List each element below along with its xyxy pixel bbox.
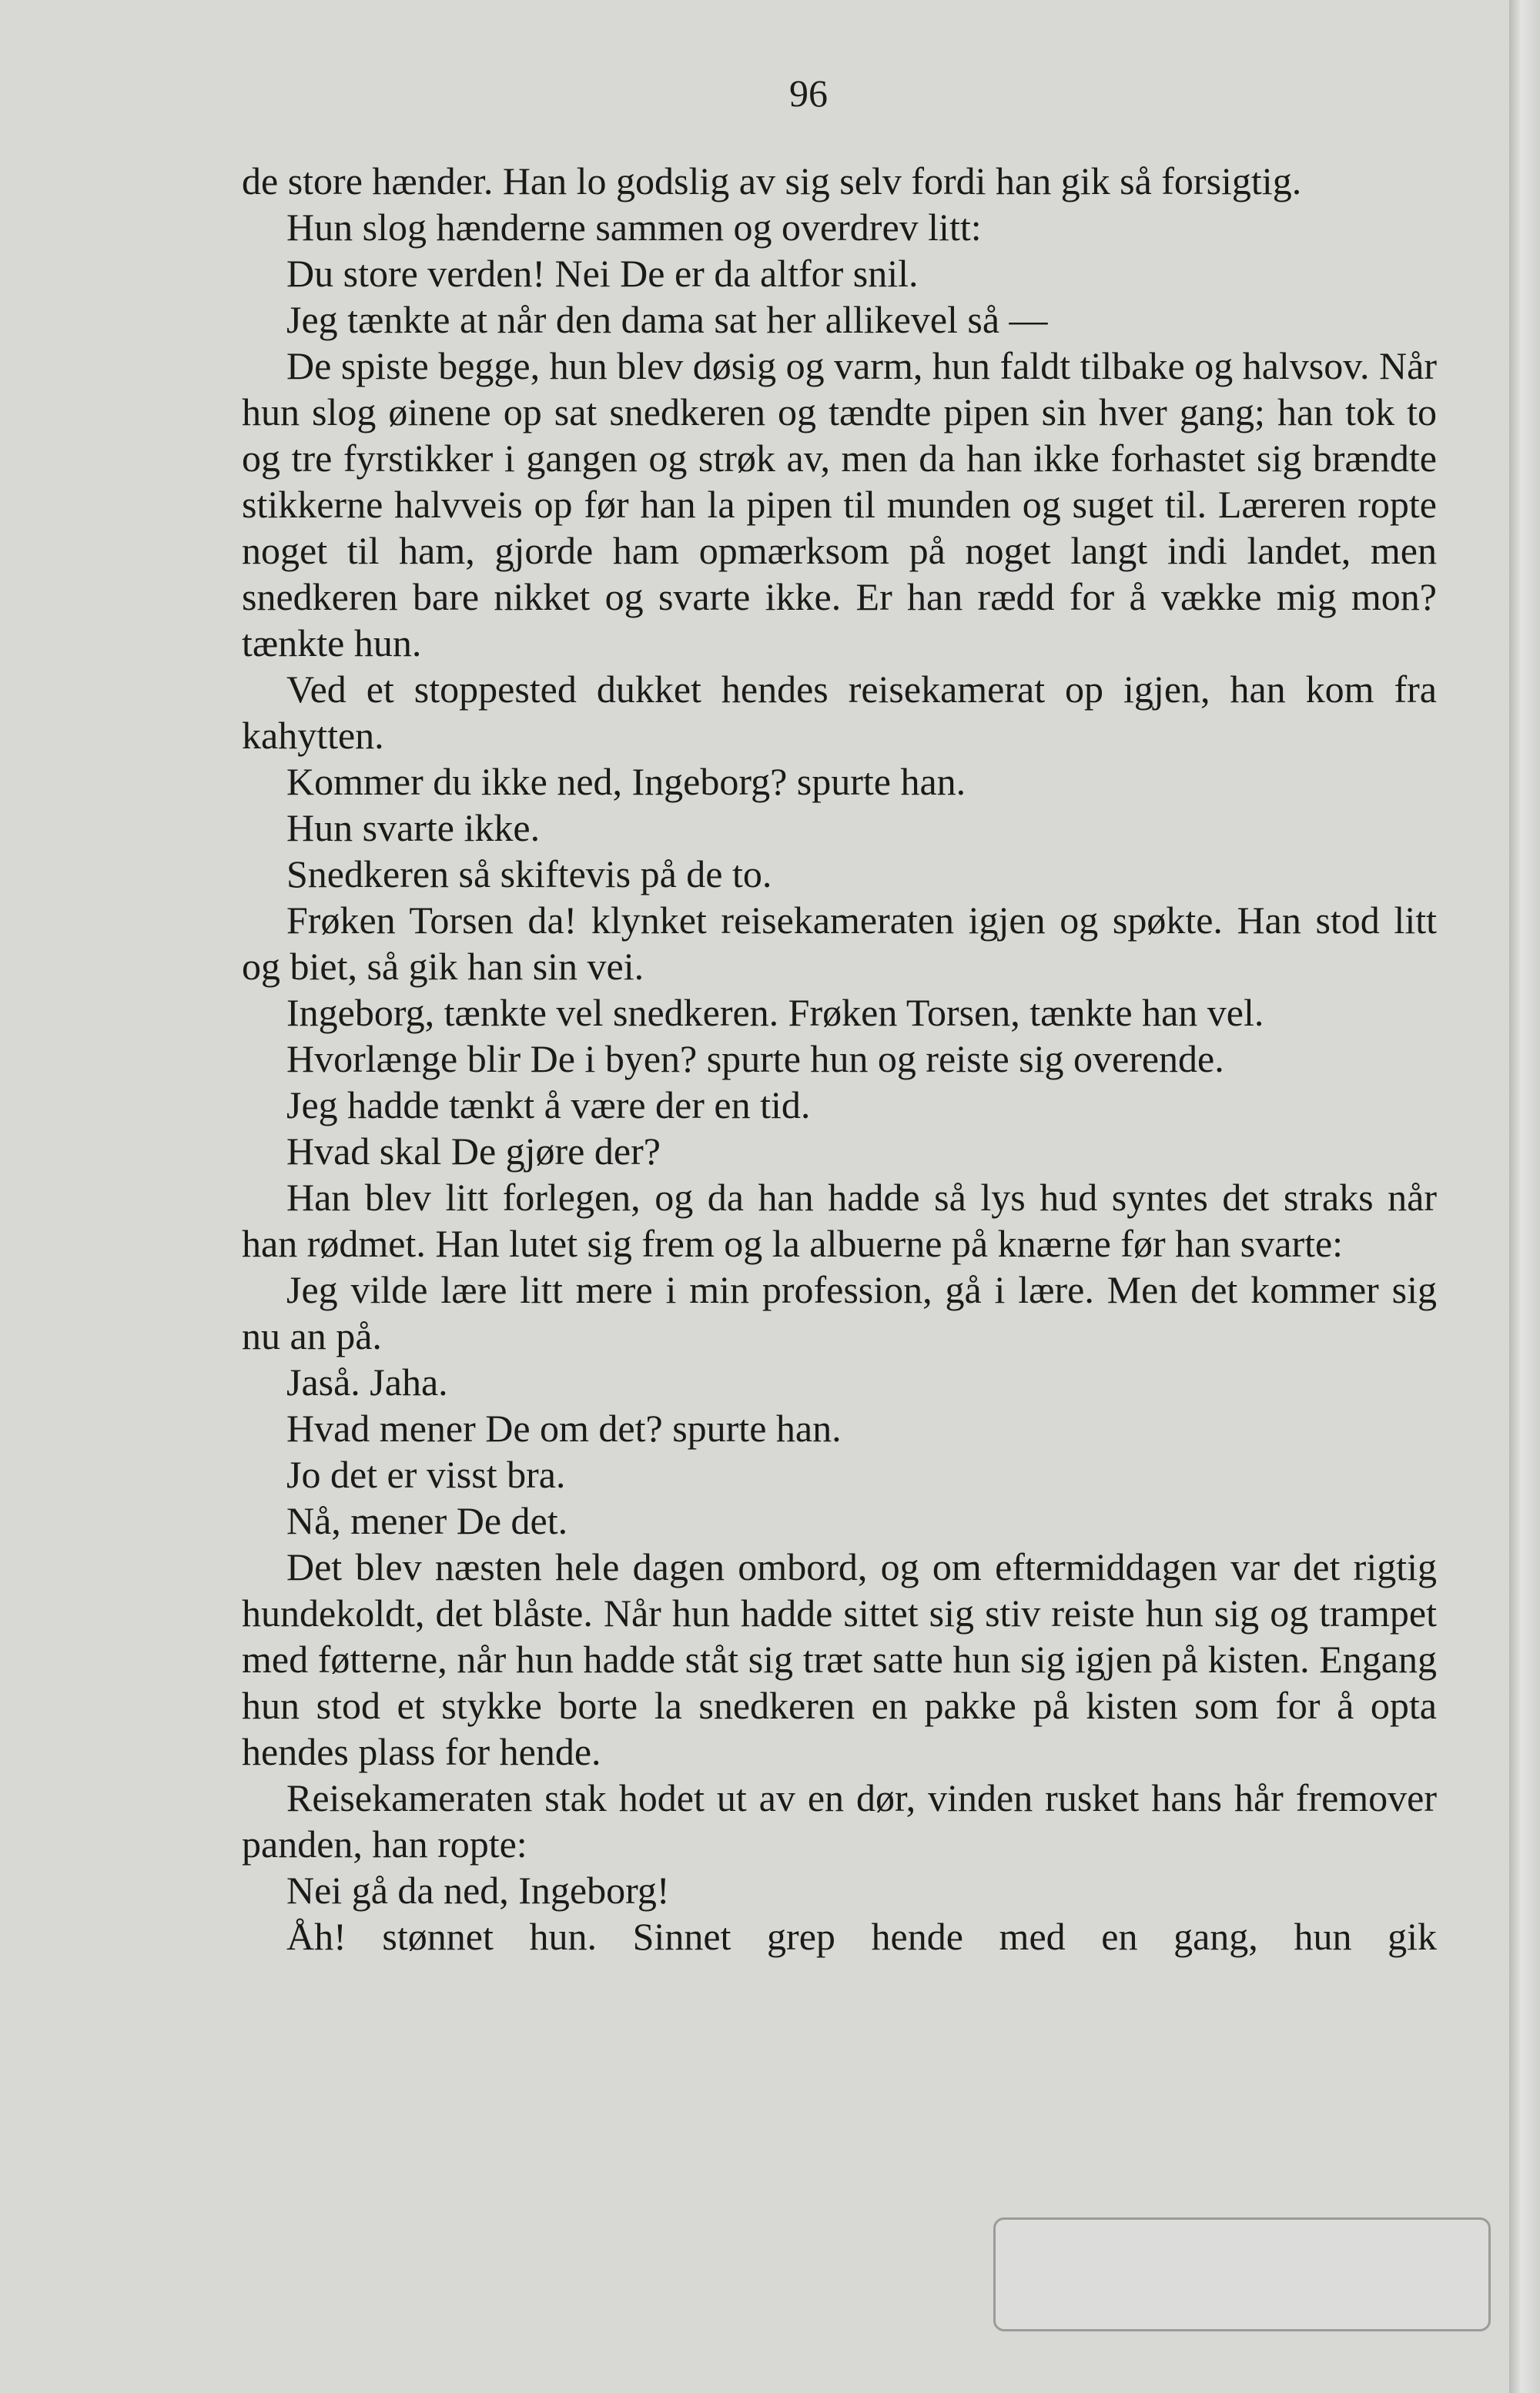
body-text	[242, 158, 1437, 1960]
paragraph-22: Reisekameraten stak hodet ut av en dør, vinden rusket hans hår fremover panden, han ropte:	[242, 1776, 1437, 1866]
paragraph-5: De spiste begge, hun blev døsig og varm, hun faldt tilbake og halvsov. Når hun slog øinene op sat snedkeren og tændte pipen sin hver gang; han tok to og tre fyrstikker i gangen og strøk av, men da han ikke forhastet sig brændte stikkerne halvveis op før han la pipen til munden og suget til. Læreren ropte noget til ham, gjorde ham opmærksom på noget langt indi landet, men snedkeren bare nikket og svarte ikke. Er han rædd for å vække mig mon? tænkte hun.	[242, 344, 1437, 664]
paragraph-21: Det blev næsten hele dagen ombord, og om eftermiddagen var det rigtig hundekoldt, det blåste. Når hun hadde sittet sig stiv reiste hun sig og trampet med føtterne, når hun hadde ståt sig træt satte hun sig igjen på kisten. Engang hun stod et stykke borte la snedkeren en pakke på kisten som for å opta hendes plass for hende.	[242, 1545, 1437, 1773]
paragraph-12: Hvorlænge blir De i byen? spurte hun og reiste sig overende.	[286, 1037, 1224, 1080]
paragraph-8: Hun svarte ikke.	[286, 806, 541, 849]
page-number: 96	[789, 72, 828, 115]
paragraph-6: Ved et stoppested dukket hendes reisekamerat op igjen, han kom fra kahytten.	[242, 668, 1437, 757]
page-edge	[1509, 0, 1540, 2393]
paragraph-17: Jaså. Jaha.	[286, 1360, 448, 1404]
paragraph-3: Du store verden! Nei De er da altfor snil.	[286, 252, 919, 295]
paragraph-1: de store hænder. Han lo godslig av sig selv fordi han gik så forsigtig.	[242, 159, 1302, 202]
paragraph-19: Jo det er visst bra.	[286, 1453, 566, 1496]
paragraph-4: Jeg tænkte at når den dama sat her allikevel så —	[286, 298, 1048, 341]
paragraph-9: Snedkeren så skiftevis på de to.	[286, 852, 772, 895]
paragraph-7: Kommer du ikke ned, Ingeborg? spurte han.	[286, 760, 966, 803]
paragraph-11: Ingeborg, tænkte vel snedkeren. Frøken Torsen, tænkte han vel.	[286, 991, 1264, 1034]
paragraph-15: Han blev litt forlegen, og da han hadde så lys hud syntes det straks når han rødmet. Han lutet sig frem og la albuerne på knærne før han svarte:	[242, 1176, 1437, 1265]
paragraph-16: Jeg vilde lære litt mere i min profession, gå i lære. Men det kommer sig nu an på.	[242, 1268, 1437, 1357]
paragraph-24: Åh! stønnet hun. Sinnet grep hende med en gang, hun gik	[286, 1915, 1437, 1958]
paragraph-18: Hvad mener De om det? spurte han.	[286, 1407, 842, 1450]
paragraph-23: Nei gå da ned, Ingeborg!	[286, 1869, 670, 1912]
paragraph-13: Jeg hadde tænkt å være der en tid.	[286, 1083, 811, 1126]
paragraph-20: Nå, mener De det.	[286, 1499, 568, 1542]
library-label	[993, 2217, 1491, 2331]
paragraph-2: Hun slog hænderne sammen og overdrev litt:	[286, 206, 982, 249]
paragraph-14: Hvad skal De gjøre der?	[286, 1130, 661, 1173]
paragraph-10: Frøken Torsen da! klynket reisekameraten igjen og spøkte. Han stod litt og biet, så gik han sin vei.	[242, 899, 1437, 988]
